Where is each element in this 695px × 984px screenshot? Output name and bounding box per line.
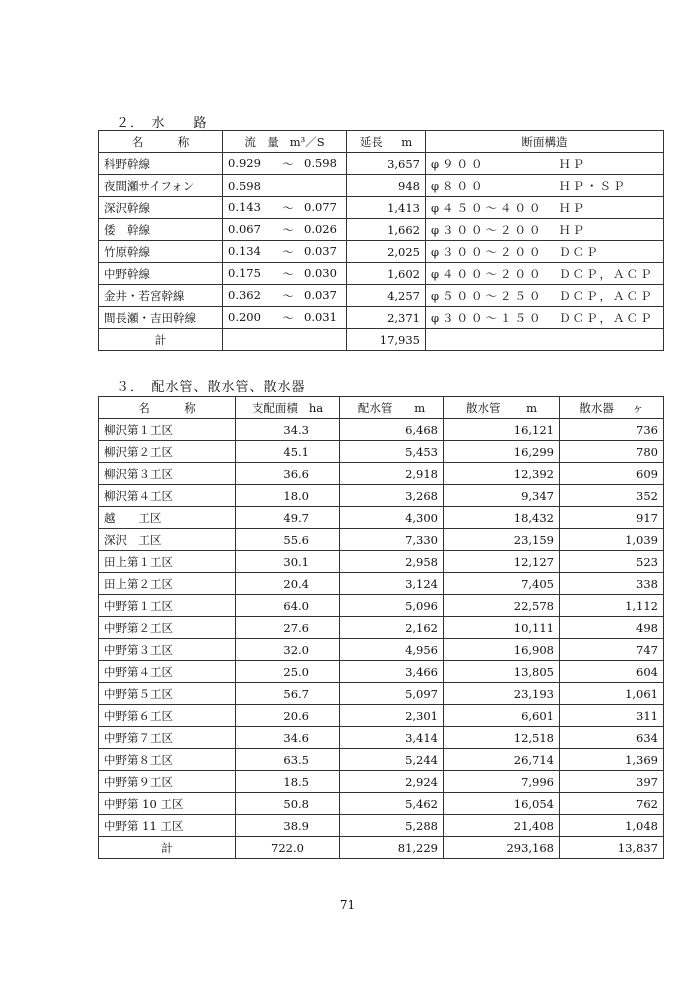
table-row xyxy=(99,551,664,573)
sprinkler-value: 1,369 xyxy=(560,749,664,771)
sprinkle-value: 9,347 xyxy=(444,485,560,507)
area-value: 34.6 xyxy=(236,727,340,749)
flow-to: 0.077 xyxy=(304,199,337,214)
pipe-value: 2,301 xyxy=(340,705,444,727)
structure-value xyxy=(426,241,664,263)
structure-box xyxy=(431,156,658,172)
flow-label: 流 量 xyxy=(244,134,279,149)
pipe-type: ＨＰ xyxy=(559,222,586,237)
area-value: 18.0 xyxy=(236,485,340,507)
pipe-value: 2,918 xyxy=(340,463,444,485)
district-name: 田上第２工区 xyxy=(99,573,236,595)
district-name: 柳沢第４工区 xyxy=(99,485,236,507)
district-name: 柳沢第１工区 xyxy=(99,419,236,441)
col-header-flow xyxy=(223,131,347,153)
waterway-name: 科野幹線 xyxy=(99,153,223,175)
structure-value xyxy=(426,197,664,219)
sprinkle-value: 16,908 xyxy=(444,639,560,661)
pipe-value: 6,468 xyxy=(340,419,444,441)
pipe-label: 配水管 xyxy=(357,400,393,415)
table-row xyxy=(99,307,664,329)
sprinkler-value: 498 xyxy=(560,617,664,639)
table-row xyxy=(99,175,664,197)
flow-from: 0.067 xyxy=(228,221,261,236)
sprinkler-value: 634 xyxy=(560,727,664,749)
district-name: 中野第６工区 xyxy=(99,705,236,727)
table-row xyxy=(99,197,664,219)
district-name: 柳沢第２工区 xyxy=(99,441,236,463)
pipe-value: 5,288 xyxy=(340,815,444,837)
sprinkler-value: 311 xyxy=(560,705,664,727)
district-name: 中野第 11 工区 xyxy=(99,815,236,837)
district-name: 中野第 10 工区 xyxy=(99,793,236,815)
table-row xyxy=(99,661,664,683)
flow-range xyxy=(223,263,347,285)
sprinkle-value: 13,805 xyxy=(444,661,560,683)
diameter: φ４５０～４００ xyxy=(431,200,544,215)
total-length: 17,935 xyxy=(347,329,426,351)
pipe-value: 5,462 xyxy=(340,793,444,815)
waterway-name: 金井・若宮幹線 xyxy=(99,285,223,307)
flow-from: 0.929 xyxy=(228,155,261,170)
district-name: 田上第１工区 xyxy=(99,551,236,573)
diameter: φ５００～２５０ xyxy=(431,288,544,303)
diameter: φ３００～２００ xyxy=(431,244,544,259)
section-2-heading: ２． 水 路 xyxy=(116,116,208,131)
pipe-value: 2,162 xyxy=(340,617,444,639)
table-row xyxy=(99,749,664,771)
flow-range-box xyxy=(228,200,341,216)
area-label: 支配面積 xyxy=(251,400,298,415)
district-name: 中野第２工区 xyxy=(99,617,236,639)
waterway-name: 深沢幹線 xyxy=(99,197,223,219)
table-row xyxy=(99,285,664,307)
distribution-header-row xyxy=(99,397,664,419)
structure-value xyxy=(426,219,664,241)
flow-range-box xyxy=(228,156,341,172)
table-row xyxy=(99,573,664,595)
flow-tilde: ～ xyxy=(282,156,294,171)
district-name: 中野第９工区 xyxy=(99,771,236,793)
col-header-sprinkler xyxy=(560,397,664,419)
flow-range xyxy=(223,241,347,263)
sprinkler-value: 917 xyxy=(560,507,664,529)
structure-value xyxy=(426,153,664,175)
diameter: φ３００～１５０ xyxy=(431,310,544,325)
district-name: 中野第５工区 xyxy=(99,683,236,705)
flow-to: 0.031 xyxy=(304,309,337,324)
flow-tilde: ～ xyxy=(282,288,294,303)
flow-to: 0.030 xyxy=(304,265,337,280)
pipe-type: ＨＰ・ＳＰ xyxy=(559,178,627,193)
diameter: φ４００～２００ xyxy=(431,266,544,281)
flow-range xyxy=(223,285,347,307)
flow-tilde: ～ xyxy=(282,266,294,281)
flow-tilde: ～ xyxy=(282,222,294,237)
flow-tilde: ～ xyxy=(282,244,294,259)
area-value: 63.5 xyxy=(236,749,340,771)
table-row xyxy=(99,507,664,529)
pipe-type: ＨＰ xyxy=(559,200,586,215)
pipe-value: 4,300 xyxy=(340,507,444,529)
sprinkler-label: 散水器 xyxy=(579,400,614,415)
table-row xyxy=(99,683,664,705)
length-label: 延長 xyxy=(359,134,383,149)
table-row xyxy=(99,771,664,793)
pipe-value: 2,958 xyxy=(340,551,444,573)
structure-value xyxy=(426,175,664,197)
pipe-value: 3,124 xyxy=(340,573,444,595)
structure-box xyxy=(431,310,658,326)
diameter: φ３００～２００ xyxy=(431,222,544,237)
col-header-name: 名 称 xyxy=(99,131,223,153)
sprinkler-value: 397 xyxy=(560,771,664,793)
flow-range xyxy=(223,307,347,329)
area-value: 18.5 xyxy=(236,771,340,793)
sprinkle-label: 散水管 xyxy=(466,400,501,415)
area-value: 27.6 xyxy=(236,617,340,639)
length-value: 3,657 xyxy=(347,153,426,175)
area-value: 64.0 xyxy=(236,595,340,617)
table-row xyxy=(99,705,664,727)
sprinkler-value: 762 xyxy=(560,793,664,815)
pipe-type: ＤＣＰ，ＡＣＰ xyxy=(559,288,654,303)
area-value: 50.8 xyxy=(236,793,340,815)
col-header-length xyxy=(347,131,426,153)
sprinkler-value: 1,048 xyxy=(560,815,664,837)
sprinkle-unit: m xyxy=(526,400,537,415)
flow-to: 0.026 xyxy=(304,221,337,236)
waterway-header-row xyxy=(99,131,664,153)
sprinkler-value: 1,061 xyxy=(560,683,664,705)
flow-from: 0.362 xyxy=(228,287,261,302)
sprinkler-value: 1,112 xyxy=(560,595,664,617)
table-row xyxy=(99,153,664,175)
pipe-type: ＤＣＰ xyxy=(559,244,600,259)
structure-value xyxy=(426,307,664,329)
sprinkler-value: 352 xyxy=(560,485,664,507)
sprinkle-value: 22,578 xyxy=(444,595,560,617)
flow-range xyxy=(223,197,347,219)
waterway-name: 倭 幹線 xyxy=(99,219,223,241)
flow-range xyxy=(223,153,347,175)
flow-to: 0.037 xyxy=(304,243,337,258)
flow-from: 0.200 xyxy=(228,309,261,324)
flow-to: 0.037 xyxy=(304,287,337,302)
district-name: 深沢 工区 xyxy=(99,529,236,551)
length-value: 2,025 xyxy=(347,241,426,263)
table-row xyxy=(99,441,664,463)
table-row xyxy=(99,419,664,441)
table-row xyxy=(99,263,664,285)
total-sprinkler: 13,837 xyxy=(560,837,664,859)
structure-box xyxy=(431,222,658,238)
length-value: 948 xyxy=(347,175,426,197)
sprinkle-value: 10,111 xyxy=(444,617,560,639)
district-name: 中野第１工区 xyxy=(99,595,236,617)
pipe-value: 4,956 xyxy=(340,639,444,661)
sprinkle-value: 7,405 xyxy=(444,573,560,595)
flow-range-box xyxy=(228,310,341,326)
page-number: 71 xyxy=(339,898,356,912)
waterway-table xyxy=(98,130,664,351)
sprinkler-value: 736 xyxy=(560,419,664,441)
sprinkle-value: 16,299 xyxy=(444,441,560,463)
total-label: 計 xyxy=(99,329,223,351)
table-row xyxy=(99,463,664,485)
district-name: 柳沢第３工区 xyxy=(99,463,236,485)
sprinkle-value: 12,127 xyxy=(444,551,560,573)
sprinkle-value: 7,996 xyxy=(444,771,560,793)
section-3-heading: ３． 配水管、散水管、散水器 xyxy=(116,380,306,395)
sprinkle-value: 26,714 xyxy=(444,749,560,771)
sprinkle-value: 6,601 xyxy=(444,705,560,727)
flow-tilde: ～ xyxy=(282,310,294,325)
area-value: 38.9 xyxy=(236,815,340,837)
table-row xyxy=(99,529,664,551)
waterway-name: 夜間瀬サイフォン xyxy=(99,175,223,197)
length-value: 1,602 xyxy=(347,263,426,285)
flow-unit: m³／S xyxy=(289,134,325,149)
col-header-structure: 断面構造 xyxy=(426,131,664,153)
table-row xyxy=(99,793,664,815)
total-row xyxy=(99,329,664,351)
flow-from: 0.134 xyxy=(228,243,261,258)
sprinkle-value: 16,054 xyxy=(444,793,560,815)
col-header-sprinkle xyxy=(444,397,560,419)
sprinkle-value: 23,193 xyxy=(444,683,560,705)
sprinkler-unit: ヶ xyxy=(632,400,644,415)
district-name: 中野第８工区 xyxy=(99,749,236,771)
pipe-value: 5,244 xyxy=(340,749,444,771)
table-row xyxy=(99,639,664,661)
flow-tilde xyxy=(272,179,304,193)
pipe-value: 3,414 xyxy=(340,727,444,749)
diameter: φ８００ xyxy=(431,178,486,193)
area-value: 20.6 xyxy=(236,705,340,727)
pipe-value: 2,924 xyxy=(340,771,444,793)
sprinkle-value: 16,121 xyxy=(444,419,560,441)
sprinkle-value: 23,159 xyxy=(444,529,560,551)
pipe-value: 5,096 xyxy=(340,595,444,617)
pipe-type: ＤＣＰ，ＡＣＰ xyxy=(559,266,654,281)
area-unit: ha xyxy=(308,400,324,415)
district-name: 中野第７工区 xyxy=(99,727,236,749)
col-header-area xyxy=(236,397,340,419)
pipe-unit: m xyxy=(414,400,426,415)
total-area: 722.0 xyxy=(236,837,340,859)
pipe-value: 3,268 xyxy=(340,485,444,507)
sprinkle-value: 12,518 xyxy=(444,727,560,749)
structure-box xyxy=(431,200,658,216)
structure-box xyxy=(431,266,658,282)
district-name: 中野第３工区 xyxy=(99,639,236,661)
diameter: φ９００ xyxy=(431,156,486,171)
sprinkler-value: 1,039 xyxy=(560,529,664,551)
table-row xyxy=(99,241,664,263)
waterway-name: 竹原幹線 xyxy=(99,241,223,263)
length-value: 1,413 xyxy=(347,197,426,219)
flow-to: 0.598 xyxy=(304,155,337,170)
area-value: 49.7 xyxy=(236,507,340,529)
table-row xyxy=(99,617,664,639)
sprinkler-value: 604 xyxy=(560,661,664,683)
col-header-name: 名 称 xyxy=(99,397,236,419)
structure-box xyxy=(431,288,658,304)
flow-range-box xyxy=(228,266,341,282)
length-value: 1,662 xyxy=(347,219,426,241)
area-value: 30.1 xyxy=(236,551,340,573)
pipe-type: ＨＰ xyxy=(559,156,586,171)
area-value: 36.6 xyxy=(236,463,340,485)
structure-value xyxy=(426,263,664,285)
area-value: 25.0 xyxy=(236,661,340,683)
col-header-pipe xyxy=(340,397,444,419)
pipe-value: 5,097 xyxy=(340,683,444,705)
district-name: 中野第４工区 xyxy=(99,661,236,683)
sprinkler-value: 609 xyxy=(560,463,664,485)
flow-from: 0.143 xyxy=(228,199,261,214)
flow-range xyxy=(223,175,347,197)
pipe-value: 3,466 xyxy=(340,661,444,683)
sprinkle-value: 12,392 xyxy=(444,463,560,485)
district-name: 越 工区 xyxy=(99,507,236,529)
flow-range-box xyxy=(228,288,341,304)
sprinkler-value: 747 xyxy=(560,639,664,661)
waterway-name: 間長瀬・吉田幹線 xyxy=(99,307,223,329)
flow-range-box xyxy=(228,179,341,193)
length-unit: m xyxy=(401,134,413,149)
sprinkle-value: 21,408 xyxy=(444,815,560,837)
flow-tilde: ～ xyxy=(282,200,294,215)
structure-box xyxy=(431,244,658,260)
distribution-table xyxy=(98,396,664,859)
sprinkle-value: 18,432 xyxy=(444,507,560,529)
area-value: 20.4 xyxy=(236,573,340,595)
total-pipe: 81,229 xyxy=(340,837,444,859)
area-value: 56.7 xyxy=(236,683,340,705)
pipe-value: 7,330 xyxy=(340,529,444,551)
area-value: 45.1 xyxy=(236,441,340,463)
area-value: 32.0 xyxy=(236,639,340,661)
table-row xyxy=(99,219,664,241)
waterway-name: 中野幹線 xyxy=(99,263,223,285)
table-row xyxy=(99,815,664,837)
length-value: 2,371 xyxy=(347,307,426,329)
length-value: 4,257 xyxy=(347,285,426,307)
area-value: 55.6 xyxy=(236,529,340,551)
table-row xyxy=(99,485,664,507)
flow-from: 0.598 xyxy=(228,178,261,193)
sprinkler-value: 523 xyxy=(560,551,664,573)
total-sprinkle: 293,168 xyxy=(444,837,560,859)
flow-from: 0.175 xyxy=(228,265,261,280)
total-structure-empty xyxy=(426,329,664,351)
sprinkler-value: 338 xyxy=(560,573,664,595)
total-flow-empty xyxy=(223,329,347,351)
flow-range xyxy=(223,219,347,241)
sprinkler-value: 780 xyxy=(560,441,664,463)
table-row xyxy=(99,595,664,617)
area-value: 34.3 xyxy=(236,419,340,441)
table-row xyxy=(99,727,664,749)
pipe-value: 5,453 xyxy=(340,441,444,463)
flow-range-box xyxy=(228,244,341,260)
structure-box xyxy=(431,178,658,194)
structure-value xyxy=(426,285,664,307)
total-row xyxy=(99,837,664,859)
flow-range-box xyxy=(228,222,341,238)
pipe-type: ＤＣＰ，ＡＣＰ xyxy=(559,310,654,325)
total-label: 計 xyxy=(99,837,236,859)
